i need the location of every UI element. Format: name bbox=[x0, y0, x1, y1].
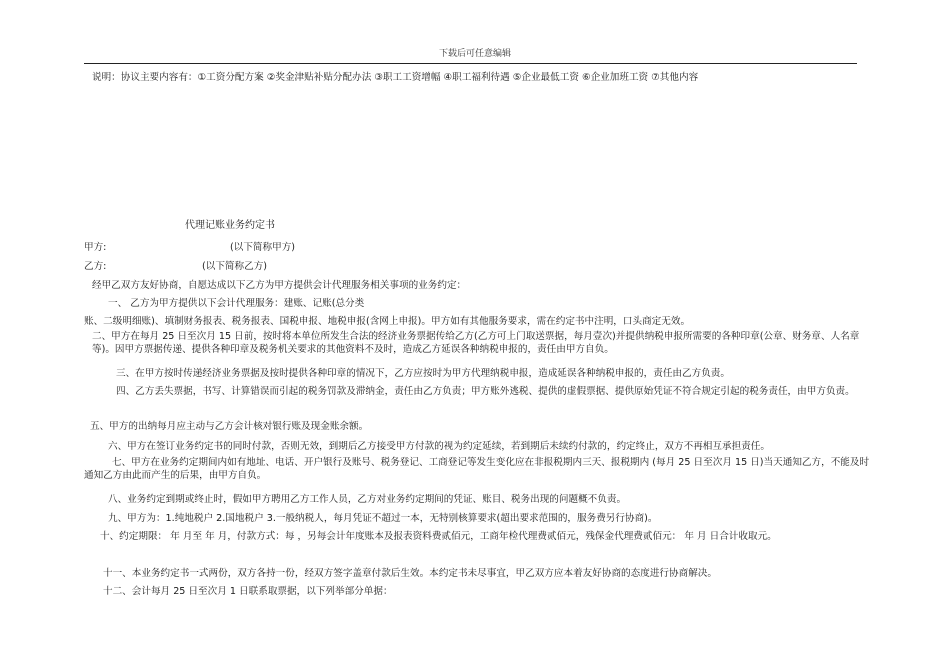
header-note: 下载后可任意编辑 bbox=[438, 49, 511, 59]
intro-note: 说明：协议主要内容有：①工资分配方案 ②奖金津贴补贴分配办法 ③职工工资增幅 ④职工福利待遇 ⑤企业最低工资 ⑥企业加班工资 ⑦其他内容 bbox=[92, 72, 699, 83]
clause-5: 五、甲方的出纳每月应主动与乙方会计核对银行账及现金账余额。 bbox=[90, 421, 369, 432]
contract-title: 代理记账业务约定书 bbox=[185, 220, 275, 231]
party-b-note: (以下简称乙方) bbox=[202, 261, 268, 272]
clause-1-part-2: 账、二级明细账)、填制财务报表、税务报表、国税申报、地税申报(含网上申报)。甲方如有其他服务要求，需在约定书中注明，口头商定无效。 bbox=[84, 316, 691, 327]
clause-9: 九、甲方为：1.纯地税户 2.国地税户 3.一般纳税人，每月凭证不超过一本，无特别核算要求(超出要求范围的，服务费另行协商)。 bbox=[108, 513, 658, 524]
clause-1-part-1: 一、 乙方为甲方提供以下会计代理服务：建账、记账(总分类 bbox=[108, 298, 365, 309]
clause-2: 二、甲方在每月 25 日至次月 15 日前，按时将本单位所发生合法的经济业务票据传给乙方(乙方可上门取送票据，每月壹次)并提供纳税申报所需要的各种印章(公章、财务章、人名章等)。因甲方票据传递、提供各种印章及税务机关要求的其他资料不及时，造成乙方延误各种纳税申报的，责任由甲方自负。 bbox=[92, 331, 860, 355]
clause-8: 八、业务约定到期或终止时，假如甲方聘用乙方工作人员，乙方对业务约定期间的凭证、账目、税务出现的问题概不负责。 bbox=[108, 494, 627, 505]
party-a-label: 甲方: bbox=[84, 242, 107, 253]
party-b-label: 乙方: bbox=[84, 261, 107, 272]
preamble: 经甲乙双方友好协商，自愿达成以下乙方为甲方提供会计代理服务相关事项的业务约定： bbox=[92, 280, 467, 291]
clause-4: 四、乙方丢失票据，书写、计算错误而引起的税务罚款及滞纳金，责任由乙方负责；甲方账外逃税、提供的虚假票据、提供原始凭证不符合规定引起的税务责任，由甲方负责。 bbox=[116, 386, 855, 397]
party-a-note: (以下简称甲方) bbox=[230, 242, 296, 253]
clause-3: 三、在甲方按时传递经济业务票据及按时提供各种印章的情况下，乙方应按时为甲方代理纳税申报，造成延误各种纳税申报的，责任由乙方负责。 bbox=[116, 368, 730, 379]
clause-11: 十一、本业务约定书一式两份，双方各持一份，经双方签字盖章付款后生效。本约定书未尽事宜，甲乙双方应本着友好协商的态度进行协商解决。 bbox=[103, 568, 717, 579]
clause-6: 六、甲方在签订业务约定书的同时付款，否则无效，到期后乙方接受甲方付款的视为约定延续，若到期后未续约付款的，约定终止，双方不再相互承担责任。 bbox=[108, 441, 770, 452]
header-divider bbox=[84, 63, 857, 64]
clause-12: 十二、会计每月 25 日至次月 1 日联系取票据，以下列举部分单据： bbox=[103, 586, 393, 597]
clause-7: 七、甲方在业务约定期间内如有地址、电话、开户银行及账号、税务登记、工商登记等发生变化应在非报税期内三天、报税期内 (每月 25 日至次月 15 日)当天通知乙方，不能及时通知乙方由此而产生的后果，由甲方自负。 bbox=[84, 457, 870, 481]
clause-10: 十、约定期限： 年 月至 年 月，付款方式：每 ，另每会计年度账本及报表资料费贰佰元，工商年检代理费贰佰元，残保金代理费贰佰元： 年 月 日合计收取元。 bbox=[100, 531, 777, 542]
